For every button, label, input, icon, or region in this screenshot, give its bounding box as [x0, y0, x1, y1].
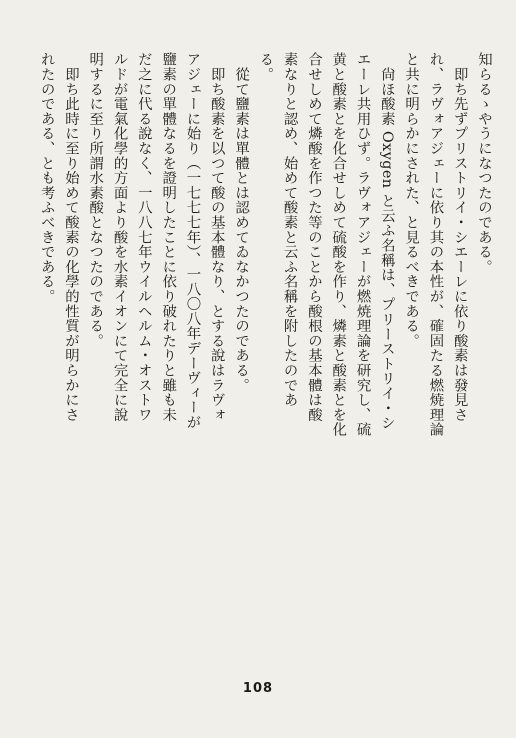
- text-column: 鹽素の單體なるを證明したことに依り破れたりと雖も未: [160, 52, 177, 422]
- text-column: れたのである、とも考ふべきである。: [38, 52, 55, 304]
- text-column: アジェーに始り（一七七七年）、一八〇八年デーヴィーが: [184, 52, 201, 430]
- text-column: 尙ほ酸素 Oxygen と云ふ名稱は、プリーストリイ・シ: [378, 52, 395, 431]
- text-column: 即ち酸素を以つて酸の基本體なり、とする說はラヴォ: [208, 52, 225, 422]
- text-column: 合せしめて燐酸を作つた等のことから酸根の基本體は酸: [305, 52, 322, 422]
- text-column: れ、ラヴォアジェーに依り其の本性が、確固たる燃焼理論: [427, 52, 444, 437]
- text-column: 素なりと認め、始めて酸素と云ふ名稱を附したのであ: [281, 52, 298, 408]
- text-column: だ之に代る說なく、一八八七年ウイルヘルム・オストワ: [135, 52, 152, 422]
- text-column: 即ち先ずプリストリイ・シエーレに依り酸素は發見さ: [451, 52, 468, 422]
- text-column: エーレ共用ひず。ラヴォアジェーが燃焼理論を研究し、硫: [354, 52, 371, 437]
- text-column: 明するに至り所謂水素酸となつたのである。: [87, 52, 104, 348]
- blank-column: [26, 52, 34, 667]
- text-column: る。: [257, 52, 274, 82]
- text-column: 即ち此時に至り始めて酸素の化學的性質が明らかにさ: [62, 52, 79, 422]
- page-number: 108: [242, 681, 274, 696]
- text-column: 知らるゝやうになつたのである。: [476, 52, 492, 274]
- text-column: 黄と酸素とを化合せしめて硫酸を作り、燐素と酸素とを化: [330, 52, 347, 437]
- vertical-text-body: [26, 52, 496, 667]
- text-column: 從て鹽素は單體とは認めてゐなかつたのである。: [233, 52, 250, 393]
- text-column: と共に明らかにされた、と見るべきである。: [403, 52, 420, 348]
- text-column: ルドが電氣化學的方面より酸を水素イオンにて完全に說: [111, 52, 128, 422]
